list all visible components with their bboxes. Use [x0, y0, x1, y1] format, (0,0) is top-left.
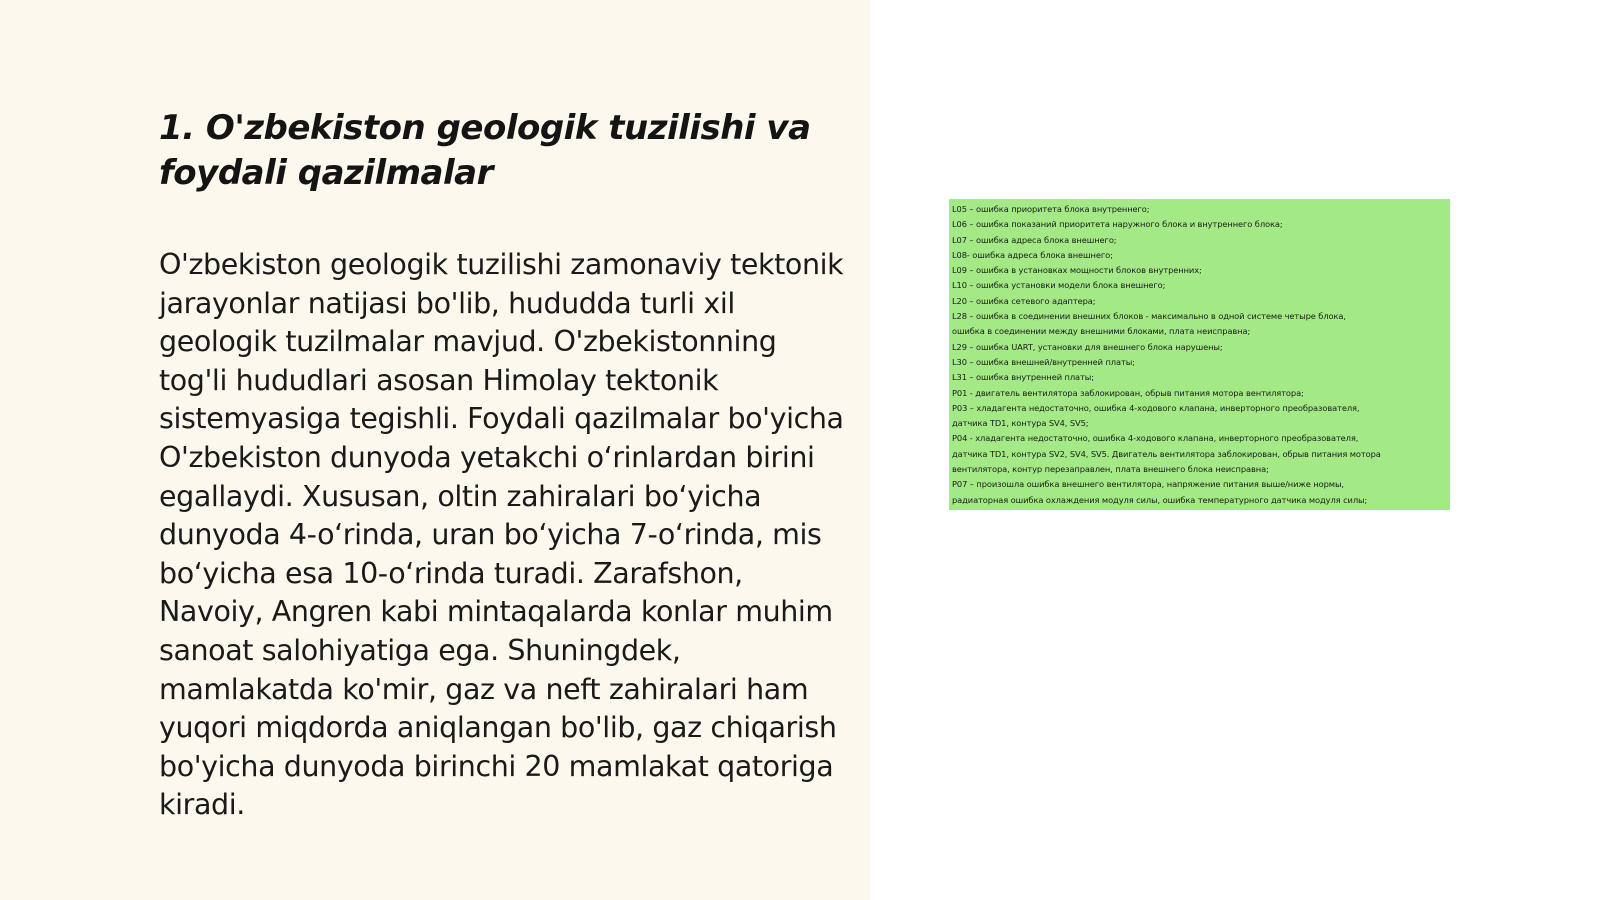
error-code-line: радиаторная ошибка охлаждения модуля силы, ошибка температурного датчика модуля силы; [952, 494, 1368, 505]
error-code-line: L29 – ошибка UART, установки для внешнего блока нарушены; [952, 341, 1223, 352]
error-code-line: вентилятора, контур перезаправлен, плата внешнего блока неисправна; [952, 464, 1269, 475]
error-code-line: датчика TD1, контура SV2, SV4, SV5. Двигатель вентилятора заблокирован, обрыв питания мотора [952, 448, 1381, 459]
error-code-line: L07 – ошибка адреса блока внешнего; [952, 234, 1117, 245]
error-code-line: L20 – ошибка сетевого адаптера; [952, 295, 1096, 306]
error-code-line: ошибка в соединении между внешними блоками, плата неисправна; [952, 326, 1251, 337]
error-code-line: L05 – ошибка приоритета блока внутреннего; [952, 204, 1150, 214]
error-code-line: L28 – ошибка в соединении внешних блоков - максимально в одной системе четыре блока, [952, 311, 1346, 322]
error-codes-image [949, 199, 1450, 510]
error-code-line: P04 - хладагента недостаточно, ошибка 4-ходового клапана, инверторного преобразователя, [952, 433, 1359, 444]
slide-body-text: O'zbekiston geologik tuzilishi zamonaviy tektonik jarayonlar natijasi bo'lib, hududda turli xil geologik tuzilmalar mavjud. O'zbekistonning tog'li hududlari asosan Himolay tektonik sistemyasiga tegishli. Foydali qazilmalar bo'yicha O'zbekiston dunyoda yetakchi o‘rinlardan birini egallaydi. Xususan, oltin zahiralari bo‘yicha dunyoda 4-o‘rinda, uran bo‘yicha 7-o‘rinda, mis bo‘yicha esa 10-o‘rinda turadi. Zarafshon, Navoiy, Angren kabi mintaqalarda konlar muhim sanoat salohiyatiga ega. Shuningdek, mamlakatda ko'mir, gaz va neft zahiralari ham yuqori miqdorda aniqlangan bo'lib, gaz chiqarish bo'yicha dunyoda birinchi 20 mamlakat qatoriga kiradi. [159, 248, 844, 822]
error-code-line: L31 – ошибка внутренней платы; [952, 372, 1094, 383]
error-code-line: P01 - двигатель вентилятора заблокирован, обрыв питания мотора вентилятора; [952, 387, 1304, 398]
error-code-line: L30 – ошибка внешней/внутренней платы; [952, 356, 1135, 367]
error-code-line: L08- ошибка адреса блока внешнего; [952, 249, 1113, 260]
error-code-line: P07 – произошла ошибка внешнего вентилятора, напряжение питания выше/ниже нормы, [952, 479, 1344, 490]
error-code-line: P03 – хладагента недостаточно, ошибка 4-ходового клапана, инверторного преобразователя, [952, 402, 1360, 413]
error-code-line: датчика TD1, контура SV4, SV5; [952, 418, 1089, 429]
error-code-line: L06 – ошибка показаний приоритета наружного блока и внутреннего блока; [952, 219, 1283, 230]
error-code-line: L10 – ошибка установки модели блока внешнего; [952, 280, 1166, 291]
slide-title: 1. O'zbekiston geologik tuzilishi va foydali qazilmalar [159, 108, 811, 193]
error-code-line: L09 – ошибка в установках мощности блоков внутренних; [952, 265, 1202, 276]
